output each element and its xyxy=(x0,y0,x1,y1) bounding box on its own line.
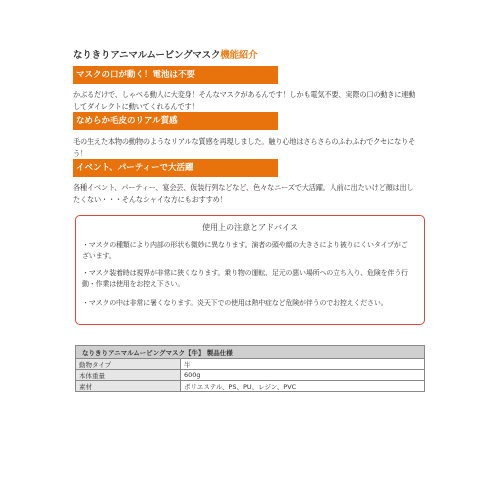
table-row xyxy=(76,370,425,381)
table-row xyxy=(76,359,425,370)
text-line: してダイレクトに動いてくれるんです！ xyxy=(73,101,199,111)
text-line: ・マスクの種類により内部の形状も微妙に異なります。演者の頭や顔の大きさにより被りにくいタイプがご xyxy=(82,241,408,249)
spec-value: 600g xyxy=(181,370,425,381)
spec-key: 動物タイプ xyxy=(76,359,181,370)
table-row xyxy=(76,381,425,392)
text-line: たくない・・・そんなシャイな方にもおすすめ！ xyxy=(73,194,227,204)
spec-key: 素材 xyxy=(76,381,181,392)
text-line: ・マスクの中は非常に暑くなります。炎天下での使用は熱中症など危険が伴うのでお控えください。 xyxy=(82,299,388,307)
text-line: かぶるだけで、しゃべる動人に大変身！そんなマスクがあるんです！しかも電気不要、実際の口の動きに連動 xyxy=(73,90,416,99)
section-heading-mouth: マスクの口が動く！電池は不要 xyxy=(73,66,278,84)
notice-item xyxy=(82,240,418,262)
text-line: ・マスク装着時は視界が非常に狭くなります。乗り物の運転、足元の悪い場所への立ち入り、危険を伴う行 xyxy=(82,269,408,277)
table-header-row xyxy=(76,346,425,359)
page-title-main: なりきりアニマルムービングマスク xyxy=(73,50,221,61)
spec-value: 牛 xyxy=(181,359,425,370)
usage-notice-box xyxy=(75,215,425,325)
section-text-event xyxy=(73,182,428,205)
section-text-mouth xyxy=(73,89,428,112)
section-heading-fur: なめらか毛皮のリアル質感 xyxy=(73,112,278,130)
section-heading-event: イベント、パーティーで大活躍 xyxy=(73,159,278,177)
spec-table-title: なりきりアニマルムービングマスク【牛】 製品仕様 xyxy=(76,346,425,359)
notice-item xyxy=(82,298,418,309)
spec-table xyxy=(75,345,425,392)
page-title xyxy=(73,47,257,61)
spec-value: ポリエステル、PS、PU、レジン、PVC xyxy=(181,381,425,392)
text-line: 毛の生えた本物の動物のようなリアルな質感を再現しました。触り心地はさらさらのふわふわでクセになりそう！ xyxy=(73,137,416,158)
text-line: ざいます。 xyxy=(82,252,116,260)
text-line: 動・作業は使用をお控え下さい。 xyxy=(82,280,184,288)
notice-title: 使用上の注意とアドバイス xyxy=(202,223,298,232)
notice-item xyxy=(82,268,418,290)
section-text-fur xyxy=(73,136,428,159)
text-line: 各種イベント、パーティー、宴会芸、仮装行列などなど、色々なニーズで大活躍。人前に出たいけど顔は出し xyxy=(73,183,414,192)
page-title-accent: 機能紹介 xyxy=(220,50,258,61)
spec-key: 本体重量 xyxy=(76,370,181,381)
